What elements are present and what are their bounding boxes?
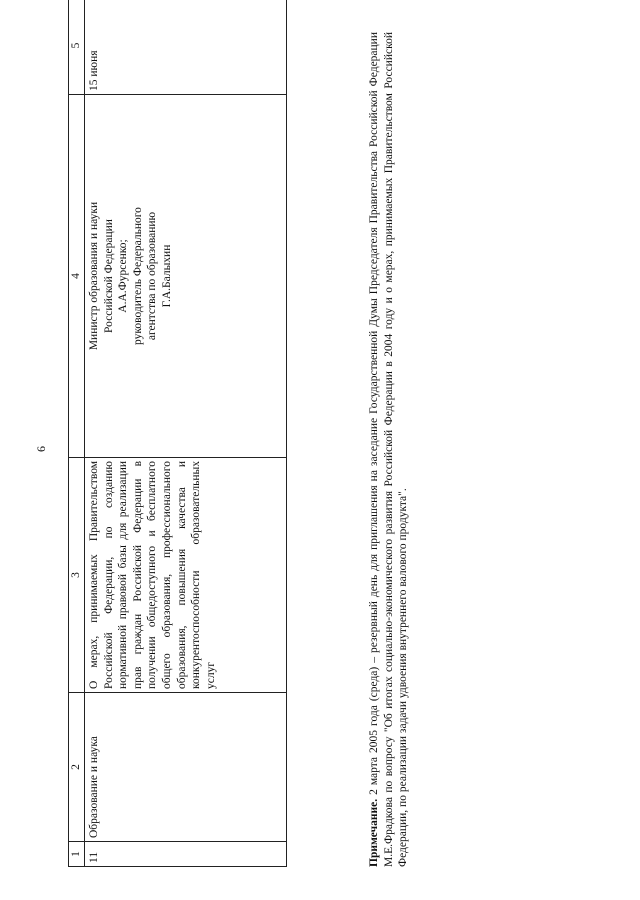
rotated-page-content (68, 32, 640, 867)
row-number-cell: 11 (85, 842, 287, 867)
header-col-3: 3 (69, 458, 85, 693)
responsible-line: Российской Федерации (102, 219, 115, 333)
header-col-4: 4 (69, 95, 85, 458)
page-number: 6 (34, 446, 48, 452)
note-text: 2 марта 2005 года (среда) – резервный день для приглашения на заседание Государственной Думы Председателя Правительства Российской Федерации М.Е.Фрадкова по вопросу "Об итогах социально-экономического развития Российской Федерации в 2004 году и о мерах, принимаемых Правительством Российской Федерации, по реализации задачи удвоения внутреннего валового продукта". (368, 32, 410, 867)
responsible-line: А.А.Фурсенко; (117, 239, 130, 313)
header-col-5: 5 (69, 0, 85, 95)
responsible-line: агентства по образованию (146, 211, 159, 341)
responsible-line: Министр образования и науки (88, 201, 100, 351)
note-paragraph (367, 32, 411, 867)
area-cell: Образование и наука (85, 693, 287, 842)
date-cell: 15 июня (85, 0, 287, 95)
table-row (85, 0, 287, 867)
responsible-cell (85, 95, 287, 458)
responsible-line: руководитель Федерального (131, 207, 144, 345)
schedule-table (68, 0, 287, 867)
topic-cell: О мерах, принимаемых Правительством Российской Федерации, по созданию нормативной правовой базы для реализации прав граждан Российской Федерации в получении общедоступного и бесплатного общего образования, профессионального образования, повышения качества и конкурентоспособности образовательных услуг (85, 458, 287, 693)
responsible-line: Г.А.Балыхин (160, 244, 173, 308)
table-header-row (69, 0, 85, 867)
header-col-2: 2 (69, 693, 85, 842)
header-col-1: 1 (69, 842, 85, 867)
note-label: Примечание. (368, 798, 380, 867)
